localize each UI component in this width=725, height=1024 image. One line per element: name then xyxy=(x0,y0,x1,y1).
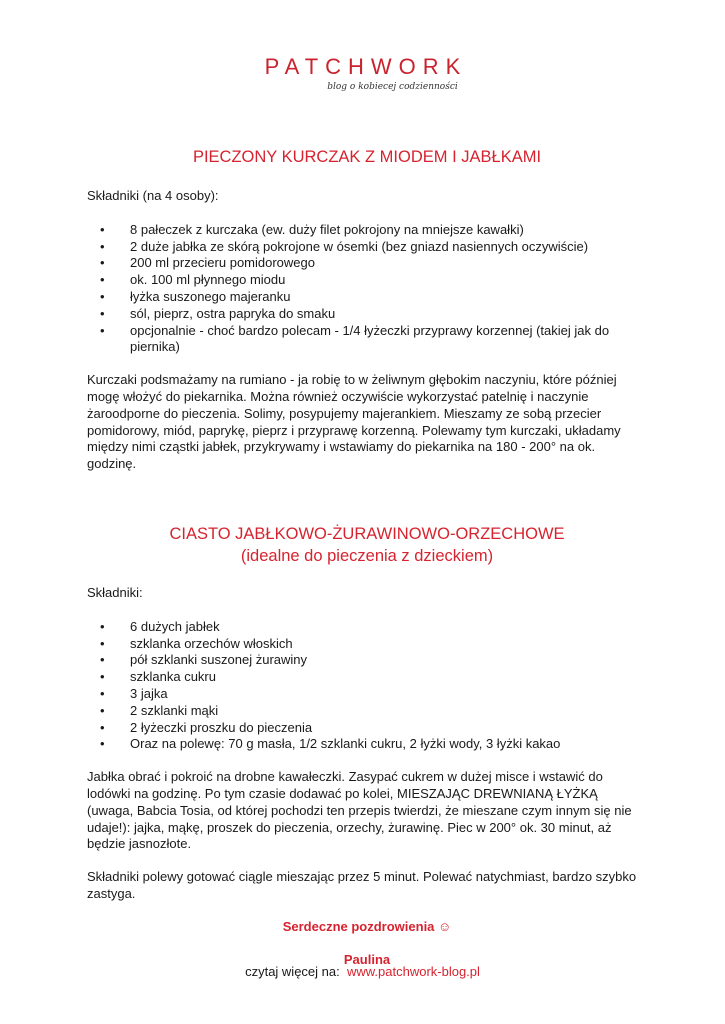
list-item: • szklanka orzechów włoskich xyxy=(100,636,647,653)
recipe1-ingredient-list xyxy=(87,222,647,356)
brand-logo xyxy=(0,54,725,92)
list-item: • 8 pałeczek z kurczaka (ew. duży filet pokrojony na mniejsze kawałki) xyxy=(100,222,647,239)
brand-tagline: blog o kobiecej codzienności xyxy=(327,82,458,92)
recipe2-method: Jabłka obrać i pokroić na drobne kawałeczki. Zasypać cukrem w dużej misce i wstawić do lodówki na godzinę. Po tym czasie dodawać po kolei, MIESZAJĄC DREWNIANĄ ŁYŻKĄ (uwaga, Babcia Tosia, od której pochodzi ten przepis twierdzi, że mieszane czym innym się nie udaje!): jajka, mąkę, proszek do pieczenia, orzechy, żurawinę. Piec w 200° ok. 30 minut, aż będzie jasnozłote. xyxy=(87,769,632,852)
closing-greeting: Serdeczne pozdrowienia ☺ xyxy=(282,918,452,934)
list-item: • opcjonalnie - choć bardzo polecam - 1/4 łyżeczki przyprawy korzennej (takiej jak do piernika) xyxy=(100,323,647,357)
brand-name: PATCHWORK xyxy=(264,54,468,79)
list-item: • Oraz na polewę: 70 g masła, 1/2 szklanki cukru, 2 łyżki wody, 3 łyżki kakao xyxy=(100,736,647,753)
list-item: • 200 ml przecieru pomidorowego xyxy=(100,255,647,272)
list-item: • szklanka cukru xyxy=(100,669,647,686)
footer xyxy=(0,964,725,979)
list-item: • 3 jajka xyxy=(100,686,647,703)
recipe2-ingredients-label: Składniki: xyxy=(87,584,143,600)
recipe2-subtitle: (idealne do pieczenia z dzieckiem) xyxy=(240,546,494,565)
recipe2-glaze: Składniki polewy gotować ciągle mieszając przez 5 minut. Polewać natychmiast, bardzo szybko zastyga. xyxy=(87,869,637,901)
list-item: • ok. 100 ml płynnego miodu xyxy=(100,272,647,289)
recipe2-ingredient-list xyxy=(87,619,647,753)
recipe1-method: Kurczaki podsmażamy na rumiano - ja robię to w żeliwnym głębokim naczyniu, które później mogę włożyć do piekarnika. Można również oczywiście wykorzystać patelnię i naczynie żaroodporne do pieczenia. Solimy, posypujemy majerankiem. Mieszamy ze sobą przecier pomidorowy, miód, paprykę, pieprz i przyprawę korzenną. Polewamy tym kurczaki, układamy między nimi cząstki jabłek, przykrywamy i wstawiamy do piekarnika na 180 - 200° na ok. godzinę. xyxy=(87,372,621,472)
recipe1-ingredients-label: Składniki (na 4 osoby): xyxy=(87,188,219,203)
list-item: • łyżka suszonego majeranku xyxy=(100,289,647,306)
list-item: • sól, pieprz, ostra papryka do smaku xyxy=(100,306,647,323)
footer-prefix: czytaj więcej na: xyxy=(245,964,340,979)
recipe2-title: CIASTO JABŁKOWO-ŻURAWINOWO-ORZECHOWE xyxy=(169,524,565,543)
list-item: • 2 łyżeczki proszku do pieczenia xyxy=(100,720,647,737)
recipe1-title: PIECZONY KURCZAK Z MIODEM I JABŁKAMI xyxy=(192,148,542,166)
list-item: • 2 szklanki mąki xyxy=(100,703,647,720)
list-item: • 6 dużych jabłek xyxy=(100,619,647,636)
content xyxy=(87,146,647,968)
list-item: • 2 duże jabłka ze skórą pokrojone w ósemki (bez gniazd nasiennych oczywiście) xyxy=(100,239,647,256)
list-item: • pół szklanki suszonej żurawiny xyxy=(100,652,647,669)
footer-link[interactable]: www.patchwork-blog.pl xyxy=(346,964,480,979)
closing-signature: Paulina xyxy=(343,951,391,967)
